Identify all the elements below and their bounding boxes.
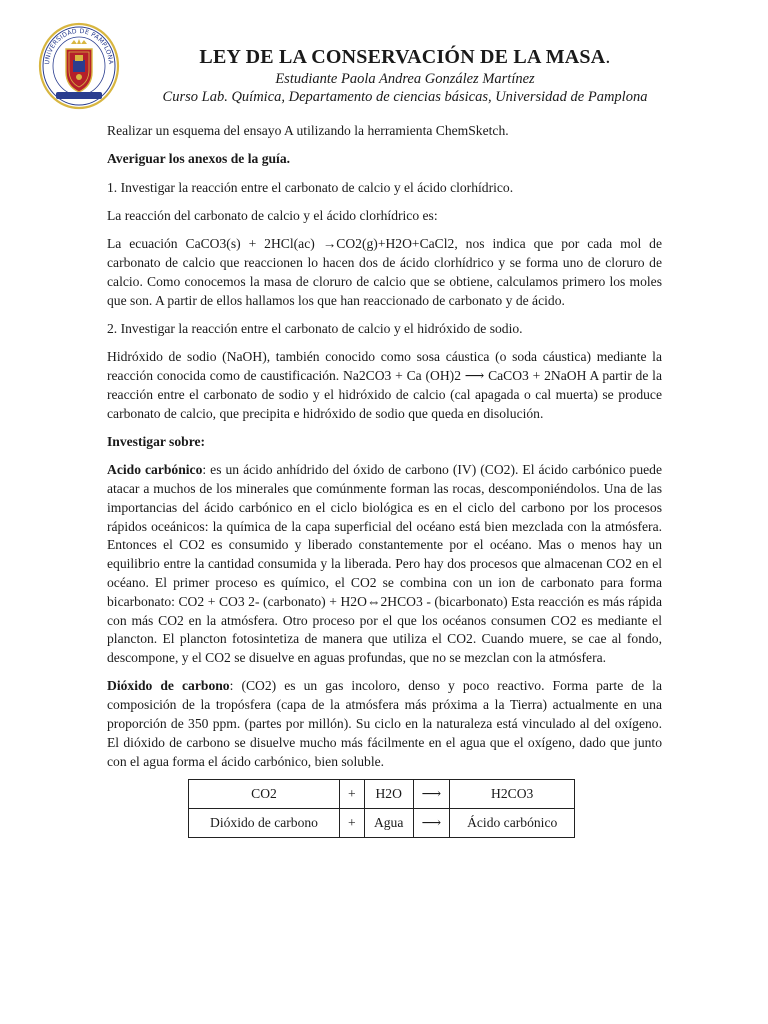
university-seal-logo (38, 22, 120, 110)
table-cell: H2O (364, 780, 413, 809)
table-cell: ⟶ (413, 780, 450, 809)
question-1: 1. Investigar la reacción entre el carbonato de calcio y el ácido clorhídrico. (107, 179, 514, 195)
question-1-answer: La ecuación CaCO3(s) + 2HCl(ac) →CO2(g)+H2O+CaCl2, nos indica que por cada mol de carbonato de calcio que reaccionen lo hacen dos de ácido clorhídrico y se forma uno de cloruro de calcio. Como conocemos la masa de cloruro de calcio que se obtiene, calculamos primero los moles que son. A partir de ellos hallamos los que han reaccionado de carbonato y de ácido. (107, 236, 662, 308)
question-2-answer: Hidróxido de sodio (NaOH), también conocido como sosa cáustica (o soda cáustica) mediante la reacción conocida como de caustificación. Na2CO3 + Ca (OH)2 ⟶ CaCO3 + 2NaOH A partir de la reacción entre el carbonato de sodio y el hidróxido de calcio (cal apagada o cal muerta) se produce carbonato de calcio, que precipita e hidróxido de sodio que queda en disolución. (107, 349, 662, 421)
table-cell: Agua (364, 809, 413, 838)
table-cell: Dióxido de carbono (189, 809, 340, 838)
document-title: LEY DE LA CONSERVACIÓN DE LA MASA. (199, 46, 611, 68)
heading-anexos: Averiguar los anexos de la guía. (107, 151, 291, 167)
table-row (189, 809, 575, 838)
document-header (120, 44, 690, 106)
paragraph-dioxido-carbono: Dióxido de carbono: (CO2) es un gas incoloro, denso y poco reactivo. Forma parte de la composición de la tropósfera (capa de la atmósfera más próxima a la Tierra) actualmente en una proporción de 350 ppm. (partes por millón). Su ciclo en la naturaleza está vinculado al del oxígeno. El dióxido de carbono se disuelve mucho más fácilmente en el agua que el oxígeno, dado que junto con el agua forma el ácido carbónico, bien soluble. (107, 678, 662, 769)
table-cell: ⟶ (413, 809, 450, 838)
table-row (189, 780, 575, 809)
question-1-intro: La reacción del carbonato de calcio y el ácido clorhídrico es: (107, 207, 438, 223)
paragraph-instruction: Realizar un esquema del ensayo A utilizando la herramienta ChemSketch. (107, 123, 509, 138)
paragraph-acido-carbonico: Acido carbónico: es un ácido anhídrido del óxido de carbono (IV) (CO2). El ácido carbónico puede atacar a muchos de los minerales que comúnmente forman las rocas, descomponiéndolos. Una de las importancias del ácido carbónico en el ciclo biológica es en el ciclo del carbono por los procesos rápidos oceánicos: la química de la capa superficial del océano está bien mezclada con la atmósfera. Entonces el CO2 es consumido y liberado constantemente por el océano. Mas o menos hay un equilibrio entre la cantidad consumida y la liberada. Pero hay dos procesos que almacenan CO2 en el océano. El primer proceso es químico, el CO2 se combina con un ion de carbonato para forma bicarbonato: CO2 + CO3 2- (carbonato) + H2O⇔2HCO3 - (bicarbonato) Esta reacción es más rápida con más CO2 en la atmósfera. Otro proceso por el que los océanos consumen CO2 es mediante el plancton. El plancton fotosintetiza de manera que utiliza el CO2. Cuando muere, se cae al fondo, descompone, y el CO2 se disuelve en aguas profundas, que no se mezclan con la atmósfera. (107, 462, 662, 666)
heading-investigar: Investigar sobre: (107, 433, 206, 449)
term-acido-carbonico: Acido carbónico (107, 462, 203, 478)
table-cell: H2CO3 (450, 780, 575, 809)
reaction-table (188, 779, 575, 838)
question-2: 2. Investigar la reacción entre el carbonato de calcio y el hidróxido de sodio. (107, 320, 523, 336)
document-body (107, 122, 662, 838)
table-cell: + (340, 809, 365, 838)
table-cell: Ácido carbónico (450, 809, 575, 838)
course-info: Curso Lab. Química, Departamento de ciencias básicas, Universidad de Pamplona (162, 89, 648, 105)
seal-ring-top-text: UNIVERSIDAD DE PAMPLONA (43, 27, 115, 65)
term-dioxido-carbono: Dióxido de carbono (107, 678, 230, 694)
student-name: Estudiante Paola Andrea González Martínez (275, 71, 535, 87)
table-cell: + (340, 780, 365, 809)
table-cell: CO2 (189, 780, 340, 809)
